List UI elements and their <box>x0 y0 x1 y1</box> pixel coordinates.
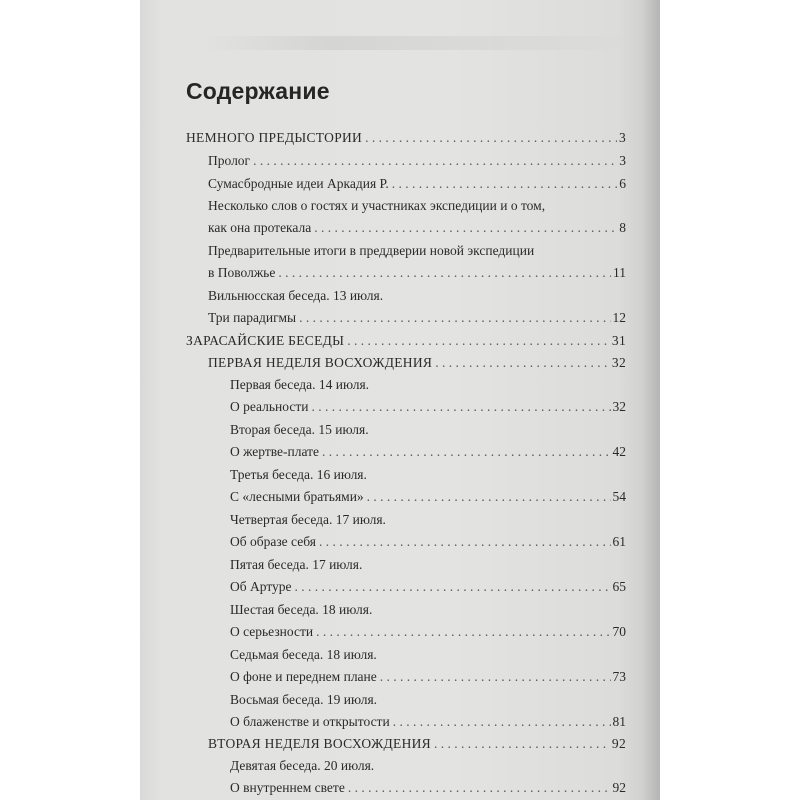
page-number: 3 <box>619 153 626 168</box>
entry-title-line2: в Поволжье <box>208 265 276 280</box>
entry-title-line2: Об образе себя <box>230 534 316 549</box>
toc-entry <box>208 220 626 236</box>
entry-title-line1: Вильнюсская беседа. 13 июля. <box>208 288 384 303</box>
entry-title-line1: Восьмая беседа. 19 июля. <box>230 692 378 707</box>
entry-title: ЗАРАСАЙСКИЕ БЕСЕДЫ <box>186 333 345 348</box>
entry-title-line1: Седьмая беседа. 18 июля. <box>230 647 377 662</box>
toc-subsection-entry <box>208 355 626 371</box>
toc-entry <box>230 444 626 460</box>
page-number: 61 <box>612 534 626 549</box>
toc-entry <box>230 624 626 640</box>
toc-entry <box>230 780 626 796</box>
entry-title-line2: как она протекала <box>208 220 312 235</box>
dot-leader <box>314 220 617 236</box>
dot-leader <box>299 310 610 326</box>
toc-entry <box>208 176 626 192</box>
entry-title: ПЕРВАЯ НЕДЕЛЯ ВОСХОЖДЕНИЯ <box>208 355 433 370</box>
page-number: 92 <box>611 736 626 751</box>
page-number: 73 <box>612 669 626 684</box>
entry-title-line2: О фоне и переднем плане <box>230 669 377 684</box>
page-number: 11 <box>613 265 626 280</box>
page-number: 54 <box>612 489 626 504</box>
toc-subsection-entry <box>208 736 626 752</box>
entry-title-line2: Об Артуре <box>230 579 292 594</box>
entry-title-line2: Три парадигмы <box>208 310 297 325</box>
entry-title-line1: Предварительные итоги в преддверии новой экспедиции <box>208 243 535 258</box>
page-number: 8 <box>619 220 626 235</box>
dot-leader <box>316 624 610 640</box>
entry-title-line1: Первая беседа. 14 июля. <box>230 377 370 392</box>
entry-title: Сумасбродные идеи Аркадия Р. <box>208 176 389 191</box>
dot-leader <box>367 489 611 505</box>
dot-leader <box>319 534 611 550</box>
toc-entry <box>208 265 626 281</box>
dot-leader <box>253 153 617 169</box>
entry-title-line2: О серьезности <box>230 624 314 639</box>
entry-title-line2: О блаженстве и открытости <box>230 714 390 729</box>
page-number: 31 <box>611 333 626 348</box>
dot-leader <box>393 714 611 730</box>
page-number: 32 <box>612 399 626 414</box>
show-through <box>200 36 630 50</box>
entry-title: Пролог <box>208 153 251 168</box>
page-number: 3 <box>618 130 626 145</box>
dot-leader <box>435 355 610 371</box>
dot-leader <box>434 736 610 752</box>
entry-title-line1: Вторая беседа. 15 июля. <box>230 422 369 437</box>
toc-entry <box>230 714 626 730</box>
dot-leader <box>365 130 617 146</box>
entry-title-line2: О внутреннем свете <box>230 780 345 795</box>
page-number: 6 <box>619 176 626 191</box>
toc-entry <box>208 153 626 169</box>
toc-section-entry <box>186 130 626 146</box>
toc-section-entry <box>186 333 626 349</box>
entry-title-line2: О реальности <box>230 399 309 414</box>
page-number: 12 <box>612 310 626 325</box>
entry-title-line2: С «лесными братьями» <box>230 489 364 504</box>
page-number: 81 <box>612 714 626 729</box>
page-number: 32 <box>611 355 626 370</box>
dot-leader <box>348 780 611 796</box>
page-title: Содержание <box>186 78 330 104</box>
toc-entry <box>230 489 626 505</box>
dot-leader <box>278 265 611 281</box>
toc-entry <box>208 310 626 326</box>
dot-leader <box>380 669 611 685</box>
toc-entry <box>230 534 626 550</box>
page-number: 65 <box>612 579 626 594</box>
page-number: 92 <box>612 780 626 795</box>
entry-title-line1: Пятая беседа. 17 июля. <box>230 557 363 572</box>
entry-title-line1: Шестая беседа. 18 июля. <box>230 602 373 617</box>
dot-leader <box>392 176 617 192</box>
page-number: 42 <box>612 444 626 459</box>
entry-title-line1: Четвертая беседа. 17 июля. <box>230 512 386 527</box>
dot-leader <box>322 444 610 460</box>
entry-title-line1: Девятая беседа. 20 июля. <box>230 758 375 773</box>
dot-leader <box>311 399 610 415</box>
toc-entry <box>230 669 626 685</box>
dot-leader <box>347 333 610 349</box>
entry-title-line2: О жертве-плате <box>230 444 320 459</box>
dot-leader <box>295 579 611 595</box>
page-number: 70 <box>612 624 626 639</box>
entry-title: НЕМНОГО ПРЕДЫСТОРИИ <box>186 130 363 145</box>
toc-entry <box>230 579 626 595</box>
toc-entry <box>230 399 626 415</box>
entry-title-line1: Третья беседа. 16 июля. <box>230 467 367 482</box>
book-page <box>140 0 660 800</box>
entry-title-line1: Несколько слов о гостях и участниках экспедиции и о том, <box>208 198 546 213</box>
entry-title: ВТОРАЯ НЕДЕЛЯ ВОСХОЖДЕНИЯ <box>208 736 431 751</box>
